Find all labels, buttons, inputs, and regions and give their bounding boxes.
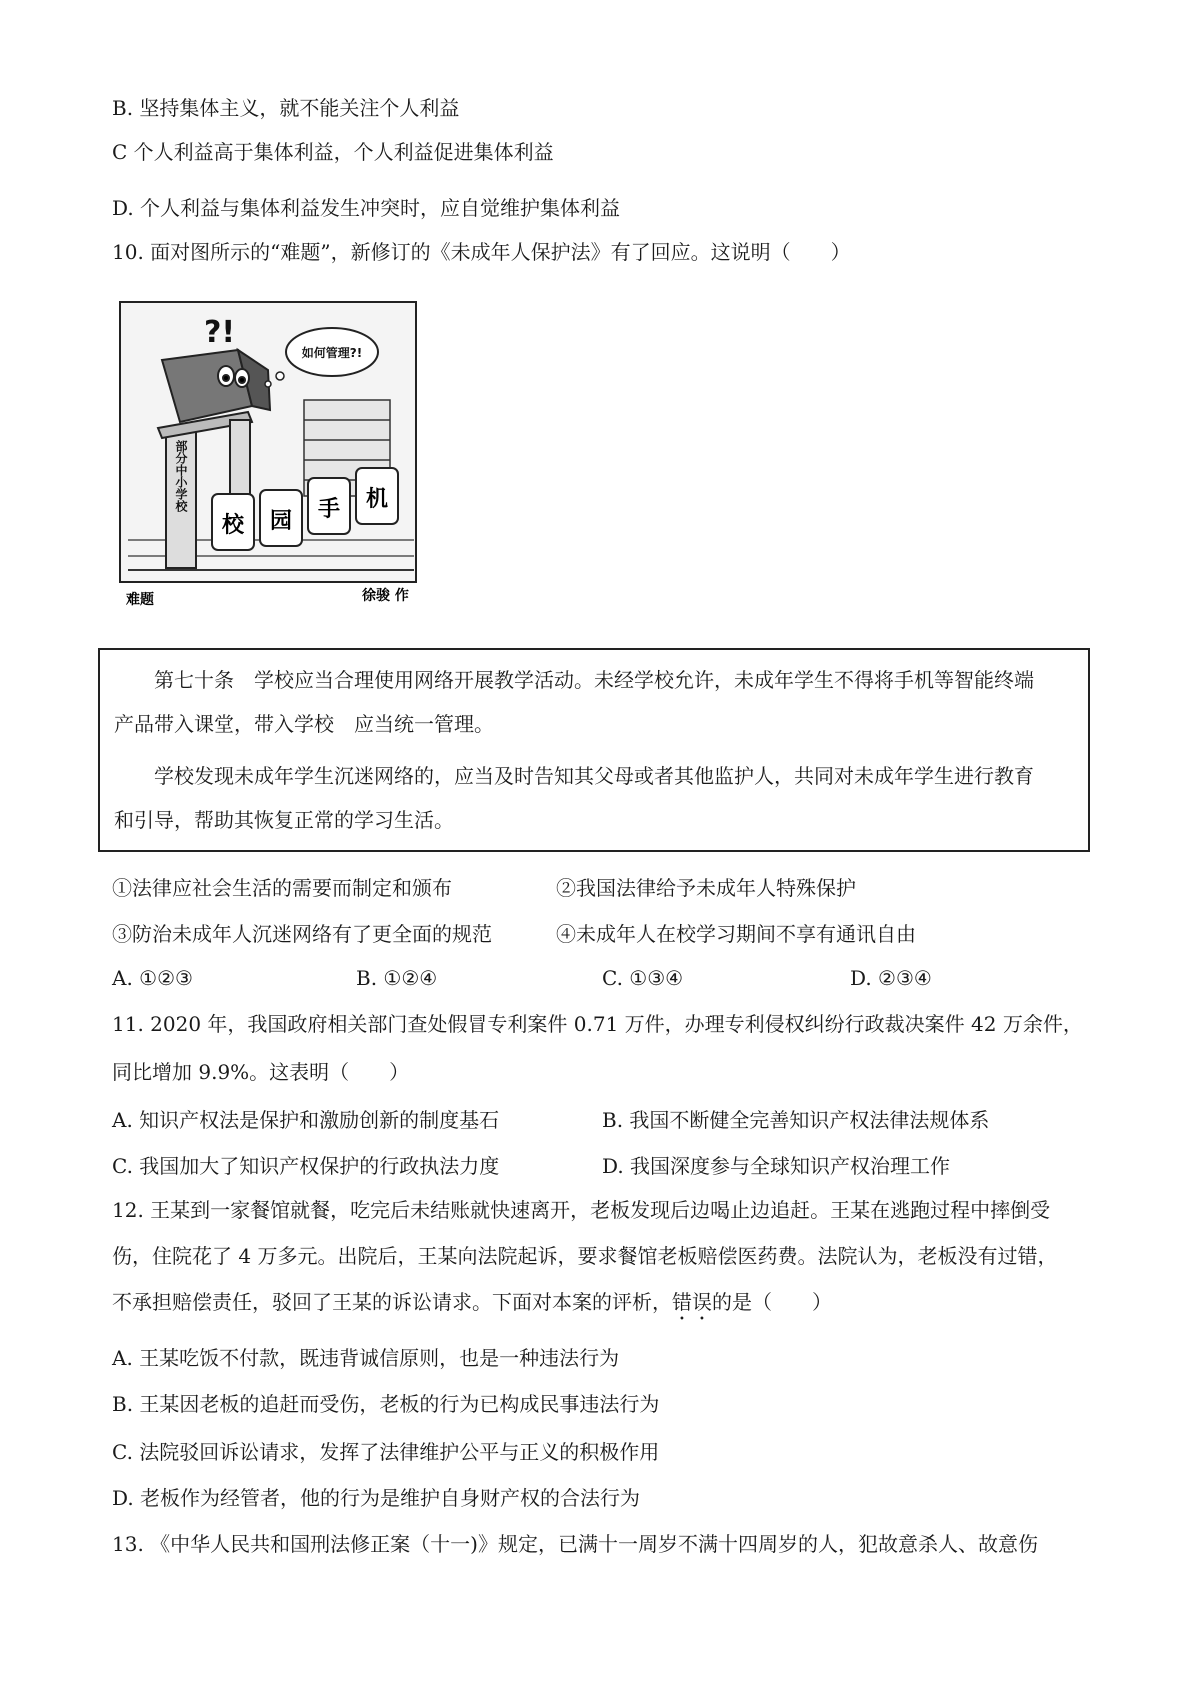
q10-statement-3: ③防治未成年人沉迷网络有了更全面的规范 bbox=[112, 922, 492, 946]
q10-cartoon bbox=[118, 290, 448, 642]
q10-option-a: A. ①②③ bbox=[112, 966, 193, 990]
q13-stem-line1: 13. 《中华人民共和国刑法修正案（十一)》规定，已满十一周岁不满十四周岁的人，犯故意杀人、故意伤 bbox=[112, 1532, 1038, 1556]
speech-bubble-text: 如何管理?! bbox=[301, 346, 363, 360]
q12-option-d: D. 老板作为经管者，他的行为是维护自身财产权的合法行为 bbox=[112, 1486, 641, 1510]
q10-option-b: B. ①②④ bbox=[356, 966, 438, 990]
phone-label-1: 校 bbox=[221, 513, 245, 538]
q12-option-a: A. 王某吃饭不付款，既违背诚信原则，也是一种违法行为 bbox=[112, 1346, 620, 1370]
law-para2-line2: 和引导，帮助其恢复正常的学习生活。 bbox=[114, 808, 454, 832]
q10-statement-1: ①法律应社会生活的需要而制定和颁布 bbox=[112, 876, 452, 900]
cartoon-illustration bbox=[118, 290, 448, 642]
cartoon-caption-right: 徐骏 作 bbox=[362, 588, 409, 604]
q12-stem-line1: 12. 王某到一家餐馆就餐，吃完后未结账就快速离开，老板发现后边喝止边追赶。王某在逃跑过程中摔倒受 bbox=[112, 1198, 1051, 1222]
law-para1-line2: 产品带入课堂，带入学校 应当统一管理。 bbox=[114, 712, 494, 736]
phone-label-3: 手 bbox=[317, 497, 341, 522]
q11-option-c: C. 我国加大了知识产权保护的行政执法力度 bbox=[112, 1154, 500, 1178]
q12-stem-line3 bbox=[112, 1288, 832, 1325]
gate-label: 部分中小学校 bbox=[174, 440, 188, 512]
q12-option-b: B. 王某因老板的追赶而受伤，老板的行为已构成民事违法行为 bbox=[112, 1392, 660, 1416]
q10-statement-2: ②我国法律给予未成年人特殊保护 bbox=[556, 876, 856, 900]
phone-label-4: 机 bbox=[365, 487, 389, 512]
q10-option-d: D. ②③④ bbox=[850, 966, 932, 990]
cartoon-caption-left: 难题 bbox=[126, 592, 154, 608]
q11-stem-line2: 同比增加 9.9%。这表明（ ） bbox=[112, 1060, 410, 1084]
q12-stem-line3-end: 的是（ ） bbox=[712, 1290, 832, 1314]
q12-option-c: C. 法院驳回诉讼请求，发挥了法律维护公平与正义的积极作用 bbox=[112, 1440, 660, 1464]
law-para2-line1: 学校发现未成年学生沉迷网络的，应当及时告知其父母或者其他监护人，共同对未成年学生进行教育 bbox=[154, 764, 1034, 788]
q11-stem-line1: 11. 2020 年，我国政府相关部门查处假冒专利案件 0.71 万件，办理专利侵权纠纷行政裁决案件 42 万余件， bbox=[112, 1012, 1083, 1036]
q10-option-c: C. ①③④ bbox=[602, 966, 684, 990]
q12-stem-line3-start: 不承担赔偿责任，驳回了王某的诉讼请求。下面对本案的评析， bbox=[112, 1290, 672, 1314]
q11-option-d: D. 我国深度参与全球知识产权治理工作 bbox=[602, 1154, 951, 1178]
q11-option-a: A. 知识产权法是保护和激励创新的制度基石 bbox=[112, 1108, 500, 1132]
q12-emphasis-word: 错误 bbox=[672, 1290, 712, 1314]
law-article-box bbox=[98, 648, 1090, 852]
q10-statement-4: ④未成年人在校学习期间不享有通讯自由 bbox=[556, 922, 916, 946]
q12-stem-line2: 伤，住院花了 4 万多元。出院后，王某向法院起诉，要求餐馆老板赔偿医药费。法院认为，老板没有过错， bbox=[112, 1244, 1058, 1268]
q9-option-c: C 个人利益高于集体利益，个人利益促进集体利益 bbox=[112, 140, 554, 164]
phone-label-2: 园 bbox=[269, 509, 293, 534]
q10-stem: 10. 面对图所示的“难题”，新修订的《未成年人保护法》有了回应。这说明（ ） bbox=[112, 240, 851, 264]
exclaim-mark: ?! bbox=[204, 315, 236, 350]
q11-option-b: B. 我国不断健全完善知识产权法律法规体系 bbox=[602, 1108, 990, 1132]
law-para1-line1: 第七十条 学校应当合理使用网络开展教学活动。未经学校允许，未成年学生不得将手机等智能终端 bbox=[154, 668, 1034, 692]
q9-option-b: B. 坚持集体主义，就不能关注个人利益 bbox=[112, 96, 460, 120]
q9-option-d: D. 个人利益与集体利益发生冲突时，应自觉维护集体利益 bbox=[112, 196, 621, 220]
